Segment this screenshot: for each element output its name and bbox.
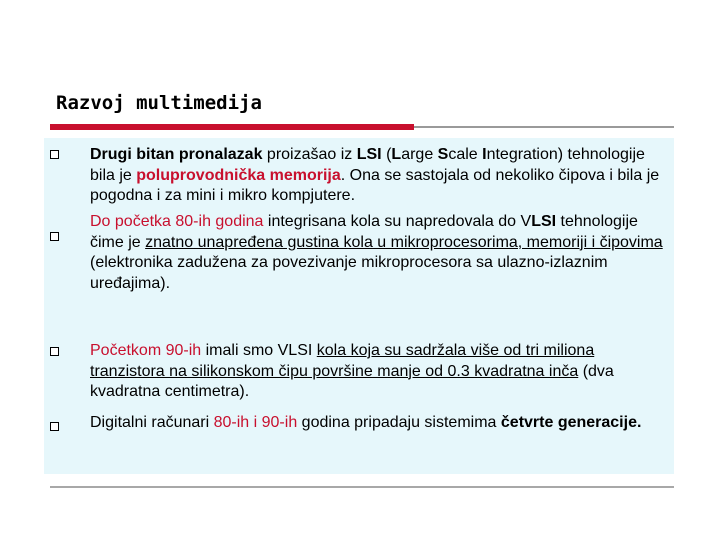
bullet-paragraph-4 — [90, 413, 670, 434]
bullet-paragraph-2 — [90, 212, 670, 294]
text-segment: . Ona se sastojala od nekoliko čipova i bila je pogodna i za mini i mikro kompjutere. — [90, 166, 660, 204]
text-segment: znatno unapređena gustina kola u mikroprocesorima, memoriji i čipovima — [145, 233, 663, 251]
bullet-square-icon — [50, 150, 59, 159]
text-segment: imali smo VLSI — [201, 342, 317, 359]
bullet-square-icon — [50, 232, 59, 241]
text-segment: (elektronika zadužena za povezivanje mikroprocesora sa ulazno-izlaznim uređajima). — [90, 254, 608, 292]
text-segment: Početkom 90-ih — [90, 342, 202, 359]
text-segment: S — [437, 146, 449, 163]
text-segment: LSI — [356, 146, 382, 163]
text-segment: četvrte generacije. — [500, 414, 642, 431]
text-segment: arge — [401, 146, 438, 163]
slide-title: Razvoj multimedija — [56, 92, 262, 114]
text-segment: I — [482, 146, 487, 163]
text-segment: 80-ih i 90-ih — [213, 414, 298, 431]
bullet-paragraph-3 — [90, 341, 670, 403]
bullet-square-icon — [50, 422, 59, 431]
text-segment: L — [391, 146, 402, 163]
text-segment: LSI — [531, 213, 557, 230]
text-segment: integrisana kola su napredovala do V — [263, 213, 532, 230]
bottom-rule — [50, 486, 674, 488]
bullet-paragraph-1 — [90, 145, 670, 207]
text-segment: kola koja su sadržala više od tri miliona tranzistora na silikonskom čipu površine manje od 0.3 kvadratna inča — [90, 342, 595, 380]
text-segment: ntegration) tehnologije bila je — [90, 146, 645, 184]
text-segment: Drugi bitan pronalazak — [90, 146, 263, 163]
text-segment: (dva kvadratna centimetra). — [90, 362, 614, 400]
text-segment: ( — [381, 146, 392, 163]
text-segment: Do početka 80-ih godina — [90, 213, 264, 230]
text-segment: tehnologije čime je — [90, 213, 638, 251]
text-segment: Digitalni računari — [90, 414, 214, 431]
text-segment: cale — [448, 146, 483, 163]
text-segment: proizašao iz — [262, 146, 357, 163]
title-underline-gray — [414, 126, 674, 128]
title-underline-red — [50, 124, 414, 130]
bullet-square-icon — [50, 347, 59, 356]
text-segment: godina pripadaju sistemima — [297, 414, 501, 431]
text-segment: poluprovodnička memorija — [136, 166, 341, 184]
